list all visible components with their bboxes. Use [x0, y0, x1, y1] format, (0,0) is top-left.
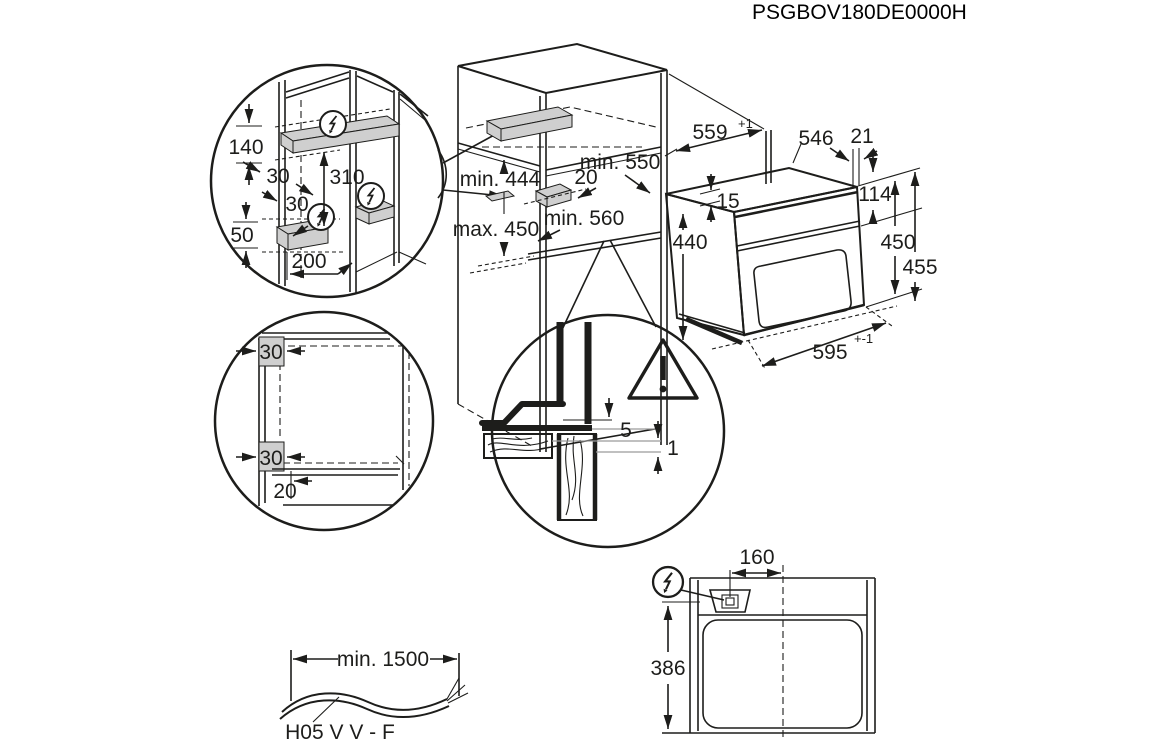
dim-5-gap: 5 — [620, 419, 632, 442]
dim-min-1500: min. 1500 — [336, 648, 430, 671]
oven-isometric — [665, 74, 938, 370]
front-view-detail-circle — [215, 312, 433, 530]
dim-559: 559 — [692, 121, 728, 144]
part-number: PSGBOV180DE0000H — [752, 1, 967, 24]
dim-595: 595 — [812, 341, 848, 364]
connection-slab-upper — [487, 107, 572, 141]
dim-114: 114 — [858, 183, 892, 206]
dim-440: 440 — [672, 231, 708, 254]
dim-200: 200 — [291, 250, 327, 273]
dim-310: 310 — [329, 166, 365, 189]
dim-max-450: max. 450 — [452, 218, 540, 241]
oven-top-view — [650, 546, 875, 737]
dim-30-front-bottom: 30 — [259, 447, 283, 470]
lightning-icon — [308, 204, 334, 230]
oven-dimensions — [665, 116, 938, 370]
dim-455: 455 — [902, 256, 938, 279]
side-panel-wood-section — [558, 434, 596, 520]
dim-559-tolerance: +1 — [738, 116, 753, 131]
dim-450: 450 — [880, 231, 916, 254]
dim-20-front: 20 — [273, 480, 297, 503]
gap-detail-circle — [482, 315, 724, 547]
warning-icon — [629, 340, 697, 398]
dim-30-top: 30 — [266, 165, 290, 188]
dim-595-tolerance: +-1 — [854, 331, 874, 346]
dim-546: 546 — [798, 127, 834, 150]
dim-30-mid: 30 — [285, 193, 309, 216]
dim-15: 15 — [716, 190, 740, 213]
side-section-detail-circle — [211, 65, 443, 297]
dim-1-gap: 1 — [667, 437, 679, 460]
cable-type-label: H05 V V - F — [285, 721, 395, 742]
dim-min-560: min. 560 — [543, 207, 625, 230]
dim-140: 140 — [228, 136, 264, 159]
dim-50: 50 — [230, 224, 254, 247]
dim-21: 21 — [850, 125, 874, 148]
lightning-icon — [320, 111, 346, 137]
dim-30-front-top: 30 — [259, 341, 283, 364]
dim-160: 160 — [739, 546, 775, 569]
dim-min-550: min. 550 — [579, 151, 661, 174]
dim-386: 386 — [650, 657, 686, 680]
lightning-icon — [653, 567, 683, 597]
power-cable — [280, 648, 468, 742]
dim-20-slab: 20 — [574, 166, 598, 189]
oven-door-window — [754, 250, 851, 328]
dim-min-444: min. 444 — [459, 168, 541, 191]
